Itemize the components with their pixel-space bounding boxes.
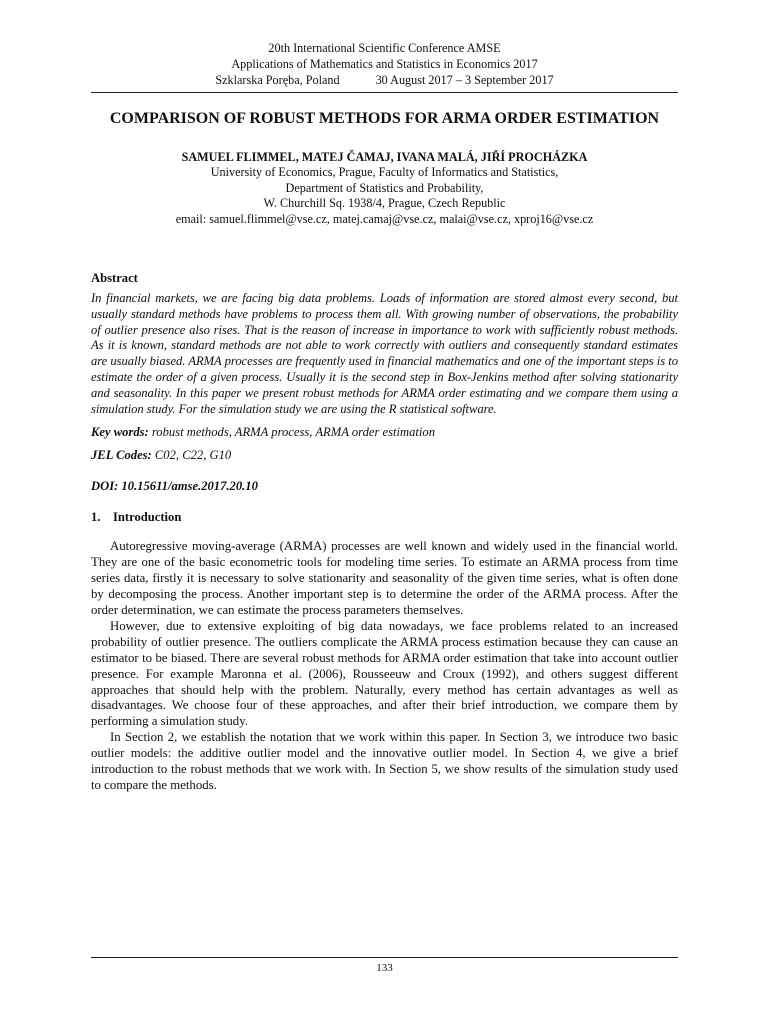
section-number: 1. xyxy=(91,510,101,525)
jel-label: JEL Codes: xyxy=(91,448,152,463)
conference-name: 20th International Scientific Conference AMSE xyxy=(268,41,501,55)
conference-subtitle: Applications of Mathematics and Statistics in Economics 2017 xyxy=(231,57,538,71)
section-title: Introduction xyxy=(113,510,182,525)
affiliation-block xyxy=(91,165,678,227)
jel-value: C02, C22, G10 xyxy=(154,448,232,463)
conference-dates: 30 August 2017 – 3 September 2017 xyxy=(375,73,554,87)
footer-rule xyxy=(91,957,678,958)
page-number: 133 xyxy=(376,962,393,974)
introduction-body xyxy=(91,539,678,794)
conference-location-line xyxy=(91,72,678,88)
affiliation-line: Department of Statistics and Probability, xyxy=(285,180,484,195)
keywords-value: robust methods, ARMA process, ARMA order estimation xyxy=(151,425,435,440)
keywords-line xyxy=(91,424,678,440)
affiliation-line: University of Economics, Prague, Faculty of Informatics and Statistics, xyxy=(210,165,559,179)
body-paragraph: In Section 2, we establish the notation that we work within this paper. In Section 3, we introduce two basic outlier models: the additive outlier model and the innovative outlier model. In Section 4, we give a brief introduction to the robust methods that we work with. In Section 5, we show results of the simulation study used to compare the methods. xyxy=(91,730,678,792)
paper-title: COMPARISON OF ROBUST METHODS FOR ARMA ORDER ESTIMATION xyxy=(109,110,660,127)
doi-line: DOI: 10.15611/amse.2017.20.10 xyxy=(91,479,258,494)
body-paragraph: Autoregressive moving-average (ARMA) processes are well known and widely used in the financial world. They are one of the basic econometric tools for modeling time series. To estimate an ARMA process from time series data, firstly it is necessary to solve stationarity and seasonality of the given time series, what is often done by decomposing the process. Another important step is to determine the order of the ARMA process. After the order determination, we can estimate the process parameters themselves. xyxy=(91,539,678,617)
abstract-text: In financial markets, we are facing big data problems. Loads of information are stored almost every second, but usually standard methods have problems to process them all. With growing number of observations, the probability of outlier presence also rises. That is the reason of increase in importance to work with sufficiently robust methods. As it is known, standard methods are not able to work correctly with outliers and consequently standard estimates are usually biased. ARMA processes are frequently used in financial mathematics and one of the important steps is to estimate the order of a given process. Usually it is the second step in Box-Jenkins method after solving stationarity and seasonality. In this paper we present robust methods for ARMA order estimating and we compare them using a simulation study. For the simulation study we are using the R statistical software. xyxy=(91,291,678,416)
affiliation-line: W. Churchill Sq. 1938/4, Prague, Czech Republic xyxy=(263,196,506,210)
jel-codes-line xyxy=(91,447,678,463)
conference-header xyxy=(91,40,678,88)
header-rule xyxy=(91,92,678,93)
abstract-heading: Abstract xyxy=(91,271,138,285)
section-heading-introduction xyxy=(91,509,678,525)
body-paragraph: However, due to extensive exploiting of big data nowadays, we face problems related to an increased probability of outlier presence. The outliers complicate the ARMA process estimation because they can cause an estimator to be biased. There are several robust methods for ARMA order estimation that take into account outlier presence. For example Maronna et al. (2006), Rousseeuw and Croux (1992), and others suggest different approaches that should help with the problem. Naturally, every method has certain advantages as well as disadvantages. We choose four of these approaches, and after their brief introduction, we compare them by performing a simulation study. xyxy=(91,618,678,729)
paper-authors: SAMUEL FLIMMEL, MATEJ ČAMAJ, IVANA MALÁ, JIŘÍ PROCHÁZKA xyxy=(181,150,588,164)
keywords-label: Key words: xyxy=(91,425,149,440)
email-line: email: samuel.flimmel@vse.cz, matej.camaj@vse.cz, malai@vse.cz, xproj16@vse.cz xyxy=(175,211,594,226)
conference-location: Szklarska Poręba, Poland xyxy=(215,73,340,87)
paper-page xyxy=(91,40,678,794)
